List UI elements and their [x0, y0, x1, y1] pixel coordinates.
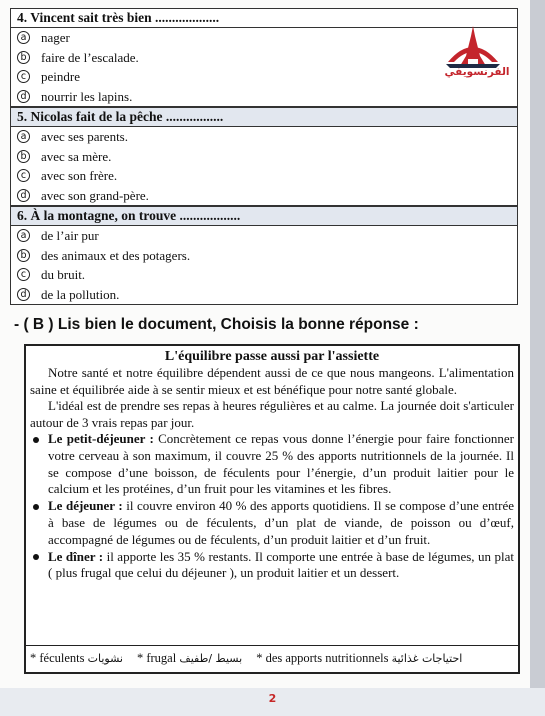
question-6-prompt: 6. À la montagne, on trouve .................. [11, 207, 517, 226]
document-title: L'équilibre passe aussi par l'assiette [164, 349, 380, 364]
circled-c-icon: c [17, 169, 30, 182]
circled-b-icon: b [17, 51, 30, 64]
option-text: peindre [41, 69, 80, 84]
circled-b-icon: b [17, 150, 30, 163]
bullet-breakfast [26, 431, 518, 498]
bullet-lead: Le dîner : [48, 548, 104, 564]
option-text: faire de l’escalade. [41, 49, 139, 65]
bullet-lead: Le déjeuner : [48, 498, 123, 514]
option-text: avec son frère. [41, 168, 118, 183]
page-number: 2 [268, 692, 277, 705]
bullet-dinner [26, 549, 518, 583]
option-text: nourrir les lapins. [41, 88, 133, 104]
circled-b-icon: b [17, 249, 30, 262]
bullet-dot-icon [33, 504, 39, 510]
option-text: de la pollution. [41, 286, 120, 302]
option-b[interactable] [11, 147, 517, 167]
glossary [26, 651, 518, 666]
option-text: avec ses parents. [41, 129, 128, 144]
question-6-box [10, 206, 518, 305]
question-4-prompt: 4. Vincent sait très bien ................... [11, 9, 517, 28]
option-b[interactable] [11, 246, 517, 266]
bullet-text: Concrètement ce repas vous donne l’énergie pour faire fonctionner votre cerveau à son maximum, il couvre 25 % des apports nutritionnels de la journée. Il se compose d’une boisson, de féculents pour l’énergie, d’un produit laitier pour le calcium et les protéines, d’un fruit pour les vitamines et les fibres. [48, 431, 515, 497]
option-text: avec sa mère. [41, 148, 112, 164]
option-c[interactable] [11, 265, 517, 285]
option-a[interactable] [11, 127, 517, 147]
paragraph-2: L'idéal est de prendre ses repas à heures régulières et au calme. La journée doit s'articuler autour de 3 vrais repas par jour. [30, 398, 514, 430]
bullet-lunch [26, 498, 518, 548]
glossary-item [137, 651, 242, 666]
bullet-text: il apporte les 35 % restants. Il comporte une entrée à base de légumes, un plat ( plus frugal que celui du déjeuner ), un produit laitier et un dessert. [48, 548, 514, 581]
bullet-dot-icon [33, 554, 39, 560]
option-text: nager [41, 30, 70, 45]
option-d[interactable] [11, 285, 517, 305]
glossary-translation: بسيط /طفيف [179, 652, 243, 665]
circled-a-icon: a [17, 229, 30, 242]
glossary-divider [26, 645, 518, 646]
glossary-translation: نشويات [87, 652, 123, 665]
option-c[interactable] [11, 166, 517, 186]
bullet-text: il couvre environ 40 % des apports quotidiens. Il se compose d’une entrée à base de légumes ou de féculents, d’un plat de viande, de poisson ou d’œuf, accompagné de légumes ou de féculents, d’un produit laitier et d’un fruit. [48, 498, 514, 547]
circled-d-icon: d [17, 90, 30, 103]
logo-wordmark: الفرنسويفي [444, 66, 510, 78]
circled-a-icon: a [17, 31, 30, 44]
circled-c-icon: c [17, 268, 30, 281]
question-5-box [10, 107, 518, 206]
option-text: des animaux et des potagers. [41, 247, 191, 263]
circled-d-icon: d [17, 288, 30, 301]
circled-c-icon: c [17, 70, 30, 83]
reading-document [24, 344, 520, 674]
glossary-term: * frugal [136, 651, 177, 665]
glossary-term: * féculents [30, 651, 85, 665]
glossary-item [256, 651, 462, 666]
paragraph-1: Notre santé et notre équilibre dépendent aussi de ce que nous mangeons. L'alimentation saine et équilibrée aide à se sentir mieux et est bénéfique pour notre santé globale. [30, 365, 514, 397]
option-d[interactable] [11, 87, 517, 107]
bullet-lead: Le petit-déjeuner : [48, 431, 154, 446]
section-b-title: - ( B ) Lis bien le document, Choisis la bonne réponse : [14, 316, 419, 333]
option-text: avec son grand-père. [41, 187, 149, 203]
glossary-term: * des apports nutritionnels [256, 651, 389, 665]
glossary-item [30, 651, 123, 666]
glossary-translation: احتياجات غذائية [391, 652, 463, 665]
circled-a-icon: a [17, 130, 30, 143]
scan-edge [530, 0, 545, 688]
option-d[interactable] [11, 186, 517, 206]
question-5-prompt: 5. Nicolas fait de la pêche ................. [11, 108, 517, 127]
option-text: du bruit. [41, 267, 86, 282]
circled-d-icon: d [17, 189, 30, 202]
bullet-dot-icon [33, 437, 39, 443]
option-text: de l’air pur [41, 228, 99, 243]
option-a[interactable] [11, 226, 517, 246]
